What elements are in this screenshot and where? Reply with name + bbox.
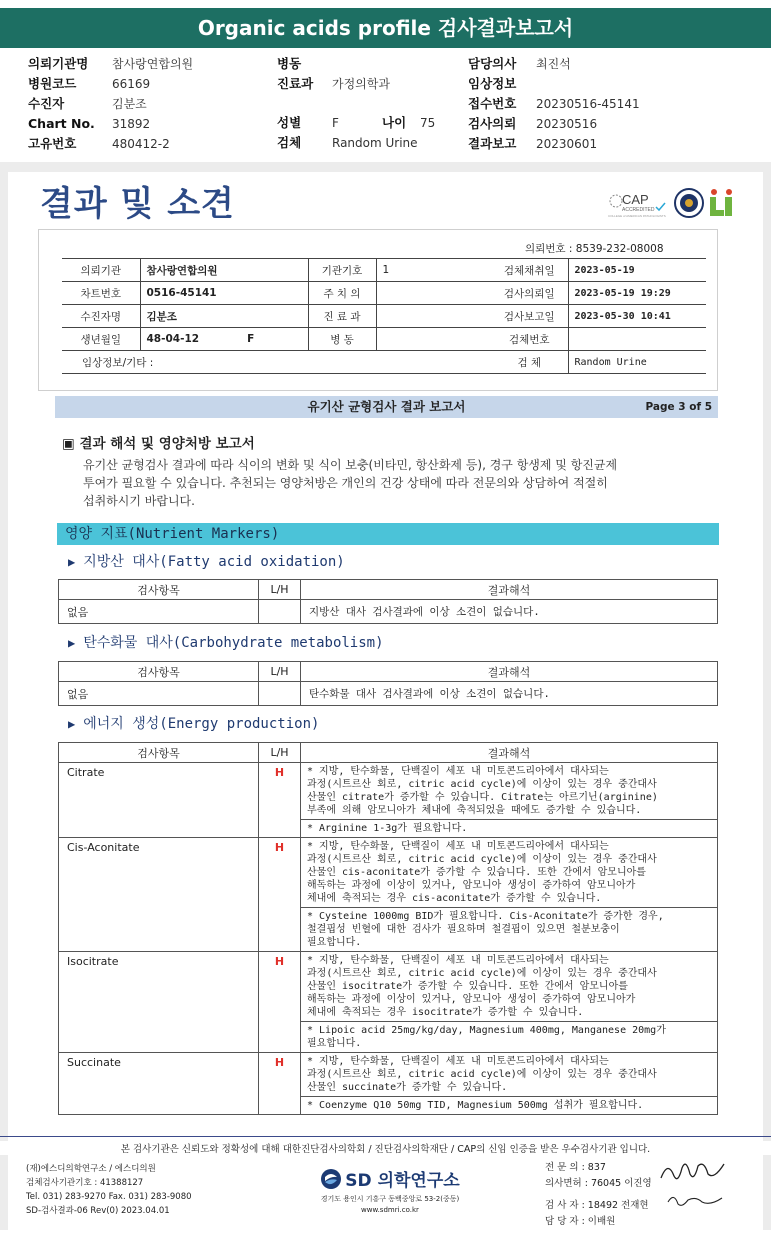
cell-lh [259,600,301,624]
section-title: 지방산 대사(Fatty acid oxidation) [83,554,345,570]
nutrient-markers-title: 영양 지표(Nutrient Markers) [65,526,280,542]
field-value: 김분조 [112,97,147,111]
cap-emblem-icon [608,190,670,218]
col-header-item: 검사항목 [59,662,259,682]
interp-line: 해독하는 과정에 이상이 있거나, 암모니아 생성이 증가하여 암모니아가 [307,994,636,1005]
header-col3 [468,54,640,154]
gender: F [247,333,255,345]
receipt-value [376,305,491,328]
receipt-label: 차트번호 [62,282,140,305]
rec-line: 필요합니다. [307,937,362,948]
field-label: 병동 [277,56,302,71]
cell-item: Succinate [59,1053,259,1115]
lab-logo [708,187,736,223]
brand-url: www.sdmri.co.kr [361,1206,419,1214]
age-value: 75 [420,116,436,130]
triangle-icon: ▶ [68,555,76,569]
field-label: 접수번호 [468,96,517,111]
carbohydrate-table [58,661,718,706]
field-label: 검사의뢰 [468,116,517,131]
field-label: 병원코드 [28,76,77,91]
interp-line: 산물인 succinate가 증가할 수 있습니다. [307,1082,508,1093]
report-header-bar [55,396,718,418]
table-row [59,952,718,1022]
table-header-row [59,743,718,763]
cell-recommendation [301,1097,718,1115]
receipt-label: 병 동 [308,328,376,351]
footer-brand [315,1166,465,1214]
interp-line: 과정(시트르산 회로, citric acid cycle)에 이상이 있는 경우 중간대사 [307,854,657,865]
cell-recommendation [301,908,718,952]
cell-lh [259,682,301,706]
col-header-lh: L/H [259,662,301,682]
receipt-label: 검체채취일 [491,259,568,282]
table-header-row [59,580,718,600]
specimen-value: Random Urine [568,351,706,374]
receipt-value [376,328,491,351]
table-row [59,1053,718,1097]
cap-logo-text: CAP [622,192,649,207]
col-header-item: 검사항목 [59,580,259,600]
lab-logo-icon [708,187,736,219]
cell-interp: 탄수화물 대사 검사결과에 이상 소견이 없습니다. [301,682,718,706]
interp-line: * 지방, 탄수화물, 단백질이 세포 내 미토콘드리아에서 대사되는 [307,955,609,966]
table-header-row [59,662,718,682]
physician-signature [658,1156,728,1190]
footer-line: SD-검사결과-06 Rev(0) 2023.04.01 [26,1206,170,1216]
rec-line: * Lipoic acid 25mg/kg/day, Magnesium 400mg, Manganese 20mg가 [307,1025,666,1036]
field-value: 최진석 [536,57,571,71]
energy-table-viewport [0,742,771,1135]
cell-lh: H [259,1053,301,1115]
signatory-line: 전 문 의 : 837 [545,1162,606,1173]
interp-line: 과정(시트르산 회로, citric acid cycle)에 이상이 있는 경우 중간대사 [307,968,657,979]
field-value: 참사랑연합의원 [112,57,194,71]
interp-line: * 지방, 탄수화물, 단백질이 세포 내 미토콘드리아에서 대사되는 [307,841,609,852]
request-number: 의뢰번호 : 8539-232-08008 [525,243,664,255]
interp-line: * 지방, 탄수화물, 단백질이 세포 내 미토콘드리아에서 대사되는 [307,766,609,777]
field-value: 31892 [112,117,151,131]
interp-line: * 지방, 탄수화물, 단백질이 세포 내 미토콘드리아에서 대사되는 [307,1056,609,1067]
receipt-value: 김분조 [140,305,308,328]
society-seal [673,187,705,223]
field-label: 진료과 [277,76,314,91]
col-header-item: 검사항목 [59,743,259,763]
age-label: 나이 [382,115,407,130]
cell-interp: 지방산 대사 검사결과에 이상 소견이 없습니다. [301,600,718,624]
table-row [59,838,718,908]
footer-line: Tel. 031) 283-9270 Fax. 031) 283-9080 [26,1192,192,1202]
field-value: 가정의학과 [332,77,390,91]
brand-address: 경기도 용인시 기흥구 동백중앙로 53-2(중동) [320,1195,460,1203]
section-title: 탄수화물 대사(Carbohydrate metabolism) [83,635,384,651]
cell-item: 없음 [59,600,259,624]
receipt-label: 검 체 [491,351,568,374]
nutrient-markers-bar [57,523,719,545]
rec-line: * Arginine 1-3g가 필요합니다. [307,823,468,834]
certification-notice: 본 검사기관은 신뢰도와 정확성에 대해 대한진단검사의학회 / 진단검사의학재단 / CAP의 신임 인증을 받은 우수검사기관 입니다. [0,1141,771,1155]
interpretation-heading: ▣ 결과 해석 및 영양처방 보고서 [62,436,255,452]
field-label: 담당의사 [468,56,517,71]
col-header-interp: 결과해석 [301,580,718,600]
field-label: 의뢰기관명 [28,56,89,71]
cell-item: Cis-Aconitate [59,838,259,952]
interp-line: 체내에 축적되는 경우 cis-aconitate가 증가할 수 있습니다. [307,893,602,904]
table-row [62,282,706,305]
receipt-value [376,282,491,305]
receipt-value [140,328,308,351]
rec-line: 철결핍성 빈혈에 대한 검사가 필요하며 철결핍이 있으면 철분보충이 [307,924,620,935]
field-label: 고유번호 [28,136,77,151]
table-row [62,328,706,351]
table-row [62,259,706,282]
receipt-label: 주 치 의 [308,282,376,305]
interp-line: 산물인 citrate가 증가할 수 있습니다. Citrate는 아르기닌(arginine) [307,792,658,803]
receipt-label: 생년월일 [62,328,140,351]
cap-logo-tiny: COLLEGE of AMERICAN PATHOLOGISTS [608,214,666,218]
cell-item: Citrate [59,763,259,838]
table-row [62,305,706,328]
field-label: 성별 [277,115,302,130]
seal-icon [673,187,705,219]
field-value: 66169 [112,77,151,91]
cell-item: Isocitrate [59,952,259,1053]
cell-recommendation [301,820,718,838]
report-bar-title: 유기산 균형검사 결과 보고서 [307,399,466,414]
table-row [59,682,718,706]
table-row [59,600,718,624]
cap-logo [608,190,670,216]
receipt-value: 0516-45141 [140,282,308,305]
cell-item: 없음 [59,682,259,706]
cell-lh: H [259,763,301,838]
cap-logo-sub: ACCREDITED [622,207,655,213]
interp-line: 산물인 cis-aconitate가 증가할 수 있습니다. 또한 간에서 암모니아를 [307,867,646,878]
footer-line: (재)에스디의학연구소 / 에스디의원 [26,1164,156,1174]
receipt-value: 참사랑연합의원 [140,259,308,282]
report-title: Organic acids profile 검사결과보고서 [0,8,771,48]
interp-line: 투여가 필요할 수 있습니다. 추천되는 영양처방은 개인의 건강 상태에 따라 전문의와 상담하여 적절히 [83,476,608,490]
field-value: Random Urine [332,136,418,150]
col-header-interp: 결과해석 [301,743,718,763]
triangle-icon: ▶ [68,636,76,650]
cell-interp [301,763,718,820]
field-value: 480412-2 [112,137,170,151]
section-carbohydrate [68,632,384,652]
cell-lh: H [259,952,301,1053]
footer-signatories [545,1160,652,1230]
cell-interp [301,838,718,908]
cell-interp [301,952,718,1022]
col-header-interp: 결과해석 [301,662,718,682]
rec-line: * Cysteine 1000mg BID가 필요합니다. Cis-Aconitate가 증가한 경우, [307,911,664,922]
interp-line: 체내에 축적되는 경우 isocitrate가 증가할 수 있습니다. [307,1007,584,1018]
receipt-label: 검사보고일 [491,305,568,328]
receipt-value: 2023-05-19 [568,259,706,282]
field-value: 20230516 [536,117,598,131]
table-row [59,763,718,820]
brand-row [315,1166,465,1191]
header-col2 [277,54,435,153]
energy-table [58,742,718,1115]
receipt-value: 1 [376,259,491,282]
receipt-label: 검체번호 [491,328,568,351]
tester-signature [666,1190,726,1214]
table-row [62,351,706,374]
signatory-line: 검 사 자 : 18492 전재현 [545,1200,649,1211]
receipt-value [568,328,706,351]
signature-icon [658,1156,728,1186]
footer-lab-info [26,1162,192,1218]
rec-line: 필요합니다. [307,1038,362,1049]
footer-line: 검체검사기관기호 : 41388127 [26,1178,144,1188]
section-fatty-acid [68,551,345,571]
brand-name: SD 의학연구소 [345,1171,460,1191]
sd-logo-icon [320,1168,342,1190]
col-header-lh: L/H [259,743,301,763]
receipt-label: 기관기호 [308,259,376,282]
results-heading: 결과 및 소견 [40,184,235,224]
interp-line: 과정(시트르산 회로, citric acid cycle)에 이상이 있는 경우 중간대사 [307,1069,657,1080]
section-title: 에너지 생성(Energy production) [83,716,320,732]
birth-date: 48-04-12 [146,333,200,345]
receipt-label: 의뢰기관 [62,259,140,282]
receipt-label: 검사의뢰일 [491,282,568,305]
interp-line: 해독하는 과정에 이상이 있거나, 암모니아 생성이 증가하여 암모니아가 [307,880,636,891]
cell-recommendation [301,1022,718,1053]
fatty-acid-table [58,579,718,624]
receipt-value: 2023-05-30 10:41 [568,305,706,328]
col-header-lh: L/H [259,580,301,600]
footer-divider [0,1136,771,1137]
rec-line: * Coenzyme Q10 50mg TID, Magnesium 500mg 섭취가 필요합니다. [307,1100,644,1111]
receipt-label: 진 료 과 [308,305,376,328]
field-label: 수진자 [28,96,65,111]
field-value: 20230516-45141 [536,97,640,111]
clinical-info-label: 임상정보/기타 : [62,351,491,374]
section-energy [68,713,319,733]
cell-lh: H [259,838,301,952]
receipt-label: 수진자명 [62,305,140,328]
field-value: F [332,116,339,130]
field-value: 20230601 [536,137,598,151]
signatory-line: 의사면허 : 76045 이진영 [545,1178,652,1189]
cell-interp [301,1053,718,1097]
field-label: 검체 [277,135,302,150]
field-label: 결과보고 [468,136,517,151]
interpretation-text [83,456,703,510]
triangle-icon: ▶ [68,717,76,731]
signatory-line: 담 당 자 : 이배원 [545,1216,616,1227]
interp-line: 산물인 isocitrate가 증가할 수 있습니다. 또한 간에서 암모니아를 [307,981,628,992]
receipt-value: 2023-05-19 19:29 [568,282,706,305]
specimen-info-table [62,258,706,374]
interp-line: 부족에 의해 암모니아가 체내에 축적되었을 때에도 증가할 수 있습니다. [307,805,642,816]
field-label: Chart No. [28,116,95,131]
interp-line: 과정(시트르산 회로, citric acid cycle)에 이상이 있는 경우 중간대사 [307,779,657,790]
signature-icon [666,1190,726,1210]
interp-line: 유기산 균형검사 결과에 따라 식이의 변화 및 식이 보충(비타민, 항산화제 등), 경구 항생제 및 항진균제 [83,458,618,472]
header-col1 [28,54,193,154]
page-indicator: Page 3 of 5 [645,401,712,413]
field-label: 임상정보 [468,76,517,91]
interp-line: 섭취하시기 바랍니다. [83,494,195,508]
